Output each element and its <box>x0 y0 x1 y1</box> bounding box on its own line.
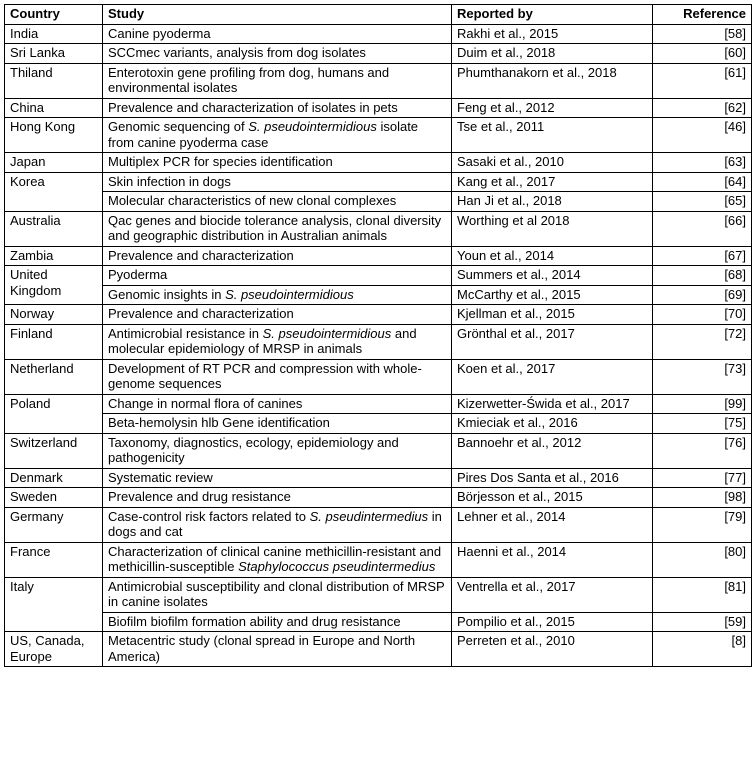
study-text: isolate from canine pyoderma case <box>108 119 419 150</box>
country-cell: Norway <box>5 305 103 325</box>
reported-by-cell: Ventrella et al., 2017 <box>452 577 653 612</box>
reference-cell: [69] <box>653 285 752 305</box>
reported-by-cell: Kjellman et al., 2015 <box>452 305 653 325</box>
study-cell <box>103 577 452 612</box>
country-cell: China <box>5 98 103 118</box>
table-row <box>5 324 752 359</box>
study-text: in dogs and cat <box>108 508 442 539</box>
reference-cell: [67] <box>653 246 752 266</box>
reported-by-cell: Haenni et al., 2014 <box>452 542 653 577</box>
country-cell: Poland <box>5 394 103 433</box>
reported-by-cell: Lehner et al., 2014 <box>452 507 653 542</box>
table-row <box>5 24 752 44</box>
table-row <box>5 118 752 153</box>
country-cell: Italy <box>5 577 103 632</box>
table-row <box>5 285 752 305</box>
reported-by-cell: McCarthy et al., 2015 <box>452 285 653 305</box>
study-text: Taxonomy, diagnostics, ecology, epidemiology and pathogenicity <box>108 434 399 465</box>
country-cell: France <box>5 542 103 577</box>
table-row <box>5 246 752 266</box>
reference-cell: [65] <box>653 192 752 212</box>
reported-by-cell: Kang et al., 2017 <box>452 172 653 192</box>
study-cell <box>103 211 452 246</box>
table-row <box>5 192 752 212</box>
reported-by-cell: Pompilio et al., 2015 <box>452 612 653 632</box>
table-row <box>5 211 752 246</box>
study-text: Prevalence and drug resistance <box>108 489 291 504</box>
reference-cell: [8] <box>653 632 752 667</box>
study-species-name: S. pseudointermidious <box>225 286 354 302</box>
country-cell: Thiland <box>5 63 103 98</box>
study-text: Genomic insights in <box>108 286 226 302</box>
table-body <box>5 24 752 667</box>
study-text: Characterization of clinical canine methicillin-resistant and methicillin-susceptible <box>108 543 442 574</box>
country-cell: Finland <box>5 324 103 359</box>
reported-by-cell: Tse et al., 2011 <box>452 118 653 153</box>
reference-cell: [61] <box>653 63 752 98</box>
study-cell <box>103 266 452 286</box>
reference-cell: [64] <box>653 172 752 192</box>
study-text: SCCmec variants, analysis from dog isolates <box>108 45 366 60</box>
table-row <box>5 63 752 98</box>
table-row <box>5 359 752 394</box>
table-row <box>5 153 752 173</box>
reported-by-cell: Bannoehr et al., 2012 <box>452 433 653 468</box>
table-row <box>5 507 752 542</box>
header-study: Study <box>103 5 452 25</box>
reference-cell: [60] <box>653 44 752 64</box>
header-reported-by: Reported by <box>452 5 653 25</box>
study-cell <box>103 612 452 632</box>
table-row <box>5 632 752 667</box>
study-cell <box>103 542 452 577</box>
study-text: Metacentric study (clonal spread in Europe and North America) <box>108 633 416 664</box>
reported-by-cell: Kizerwetter-Świda et al., 2017 <box>452 394 653 414</box>
study-text: Canine pyoderma <box>108 25 211 41</box>
reference-cell: [68] <box>653 266 752 286</box>
reference-cell: [63] <box>653 153 752 173</box>
reported-by-cell: Börjesson et al., 2015 <box>452 488 653 508</box>
reference-cell: [72] <box>653 324 752 359</box>
table-row <box>5 468 752 488</box>
reported-by-cell: Perreten et al., 2010 <box>452 632 653 667</box>
study-cell <box>103 359 452 394</box>
table-row <box>5 577 752 612</box>
study-cell <box>103 24 452 44</box>
study-text: Pyoderma <box>108 267 168 282</box>
country-cell: Germany <box>5 507 103 542</box>
study-text: Antimicrobial resistance in <box>108 325 263 341</box>
study-cell <box>103 632 452 667</box>
table-row <box>5 394 752 414</box>
reference-cell: [59] <box>653 612 752 632</box>
table-row <box>5 266 752 286</box>
study-text: Prevalence and characterization <box>108 306 294 321</box>
reported-by-cell: Youn et al., 2014 <box>452 246 653 266</box>
country-cell: Australia <box>5 211 103 246</box>
study-cell <box>103 324 452 359</box>
reference-cell: [77] <box>653 468 752 488</box>
reported-by-cell: Phumthanakorn et al., 2018 <box>452 63 653 98</box>
study-text: Prevalence and characterization of isolates in pets <box>108 99 398 115</box>
header-reference: Reference <box>653 5 752 25</box>
study-text: Multiplex PCR for species identification <box>108 154 333 169</box>
reference-cell: [75] <box>653 414 752 434</box>
table-row <box>5 488 752 508</box>
study-cell <box>103 468 452 488</box>
study-text: and molecular epidemiology of MRSP in animals <box>108 325 417 356</box>
country-cell: Sweden <box>5 488 103 508</box>
country-cell: Netherland <box>5 359 103 394</box>
study-cell <box>103 507 452 542</box>
country-cell: Korea <box>5 172 103 211</box>
study-cell <box>103 98 452 118</box>
study-species-name: S. pseudointermidious <box>248 119 377 134</box>
study-cell <box>103 63 452 98</box>
study-text: Genomic sequencing of <box>108 119 249 134</box>
country-cell: Zambia <box>5 246 103 266</box>
reported-by-cell: Rakhi et al., 2015 <box>452 24 653 44</box>
reference-cell: [73] <box>653 359 752 394</box>
reported-by-cell: Worthing et al 2018 <box>452 211 653 246</box>
table-row <box>5 305 752 325</box>
reference-cell: [66] <box>653 211 752 246</box>
reference-cell: [80] <box>653 542 752 577</box>
reported-by-cell: Feng et al., 2012 <box>452 98 653 118</box>
reported-by-cell: Grönthal et al., 2017 <box>452 324 653 359</box>
study-text: Antimicrobial susceptibility and clonal distribution of MRSP in canine isolates <box>108 578 445 609</box>
study-text: Change in normal flora of canines <box>108 395 303 411</box>
study-text: Qac genes and biocide tolerance analysis, clonal diversity and geographic distribution in Australian animals <box>108 212 442 243</box>
table-row <box>5 612 752 632</box>
reference-cell: [70] <box>653 305 752 325</box>
study-cell <box>103 305 452 325</box>
study-text: Skin infection in dogs <box>108 173 231 189</box>
country-cell: Japan <box>5 153 103 173</box>
reference-cell: [58] <box>653 24 752 44</box>
study-text: Molecular characteristics of new clonal complexes <box>108 193 397 208</box>
study-cell <box>103 488 452 508</box>
country-cell: India <box>5 24 103 44</box>
reported-by-cell: Duim et al., 2018 <box>452 44 653 64</box>
study-species-name: Staphylococcus pseudintermedius <box>238 559 436 574</box>
study-cell <box>103 414 452 434</box>
study-cell <box>103 285 452 305</box>
study-species-name: S. pseudointermidious <box>262 325 392 341</box>
reference-cell: [81] <box>653 577 752 612</box>
study-text: Enterotoxin gene profiling from dog, humans and environmental isolates <box>108 64 390 95</box>
reference-cell: [79] <box>653 507 752 542</box>
table-row <box>5 98 752 118</box>
study-text: Systematic review <box>108 469 213 485</box>
country-cell: Denmark <box>5 468 103 488</box>
reported-by-cell: Summers et al., 2014 <box>452 266 653 286</box>
country-cell: US, Canada, Europe <box>5 632 103 667</box>
study-text: Development of RT PCR and compression with whole-genome sequences <box>108 360 422 391</box>
study-cell <box>103 153 452 173</box>
table-row <box>5 414 752 434</box>
study-text: Biofilm biofilm formation ability and drug resistance <box>108 613 401 629</box>
study-cell <box>103 44 452 64</box>
table-row <box>5 44 752 64</box>
reference-cell: [46] <box>653 118 752 153</box>
study-cell <box>103 172 452 192</box>
study-text: Case-control risk factors related to <box>108 508 310 524</box>
reference-cell: [98] <box>653 488 752 508</box>
table-row <box>5 433 752 468</box>
country-cell: Sri Lanka <box>5 44 103 64</box>
reference-cell: [62] <box>653 98 752 118</box>
studies-table <box>4 4 752 667</box>
study-text: Prevalence and characterization <box>108 247 294 263</box>
study-cell <box>103 394 452 414</box>
study-cell <box>103 433 452 468</box>
reported-by-cell: Sasaki et al., 2010 <box>452 153 653 173</box>
reference-cell: [99] <box>653 394 752 414</box>
country-cell: Switzerland <box>5 433 103 468</box>
table-row <box>5 172 752 192</box>
study-text: Beta-hemolysin hlb Gene identification <box>108 415 330 430</box>
table-row <box>5 542 752 577</box>
study-cell <box>103 246 452 266</box>
study-species-name: S. pseudintermedius <box>309 508 429 524</box>
reported-by-cell: Koen et al., 2017 <box>452 359 653 394</box>
header-country: Country <box>5 5 103 25</box>
reported-by-cell: Pires Dos Santa et al., 2016 <box>452 468 653 488</box>
header-row <box>5 5 752 25</box>
reported-by-cell: Kmieciak et al., 2016 <box>452 414 653 434</box>
country-cell: Hong Kong <box>5 118 103 153</box>
study-cell <box>103 192 452 212</box>
reference-cell: [76] <box>653 433 752 468</box>
study-cell <box>103 118 452 153</box>
country-cell: United Kingdom <box>5 266 103 305</box>
reported-by-cell: Han Ji et al., 2018 <box>452 192 653 212</box>
